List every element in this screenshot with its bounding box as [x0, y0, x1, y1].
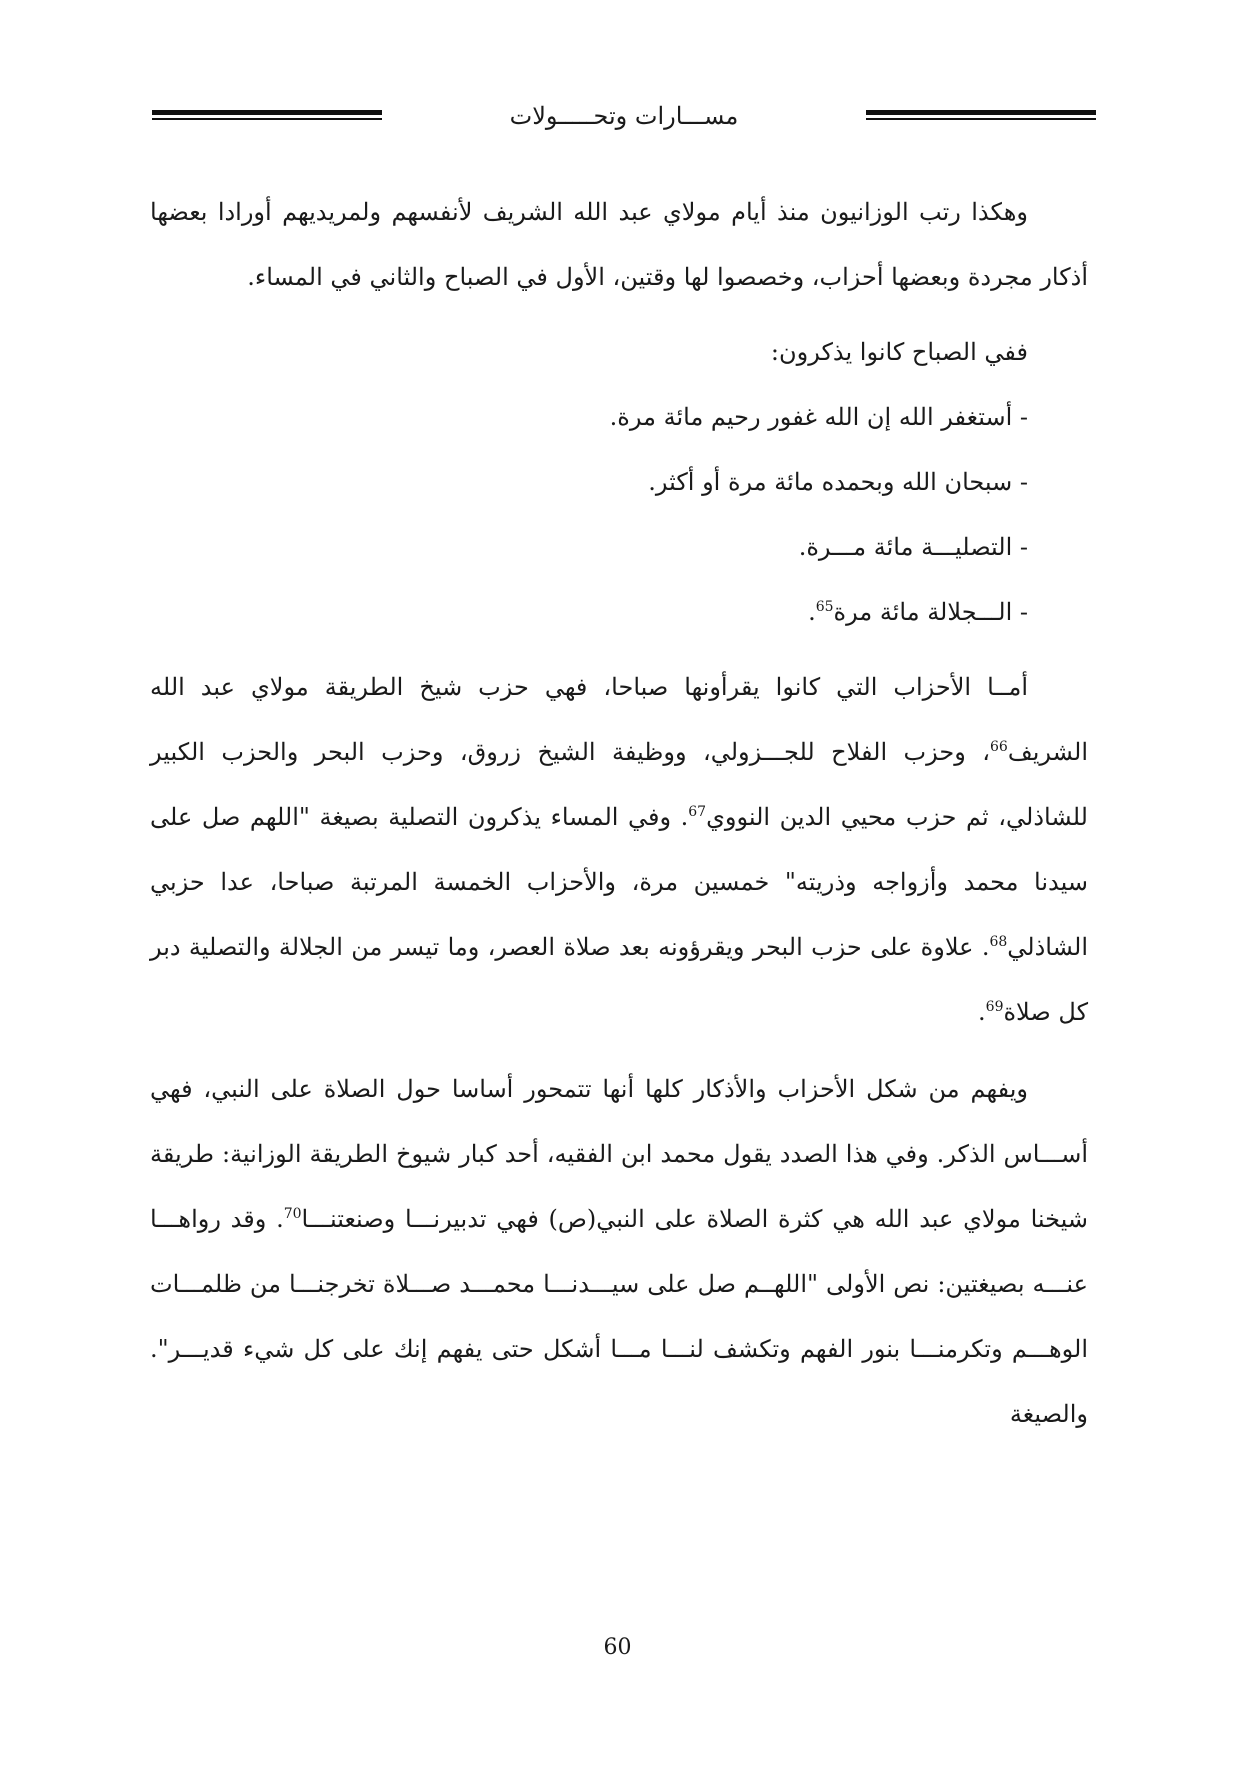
- morning-intro: ففي الصباح كانوا يذكرون:: [770, 338, 1028, 366]
- paragraph-3-text: . وقد رواهـــا عنـــه بصيغتين: نص الأولى "اللهــم صل على سيـــدنـــا محمـــد صـــلاة تخرجنـــا من ظلمـــات الوهـــم وتكرمنـــا بنور الفهم وتكشف لنـــا مـــا أشكل حتى يفهم إنك على كل شيء قديـــر". والصيغة: [150, 1205, 1088, 1428]
- paragraph-2: [150, 655, 1088, 1045]
- footnote-ref-68: 68: [989, 934, 1008, 950]
- footnote-ref-70: 70: [283, 1206, 302, 1222]
- paragraph-2-text: . وفي المساء يذكرون التصلية بصيغة "اللهم صل على سيدنا محمد وأزواجه وذريته" خمسين مرة، والأحزاب الخمسة المرتبة صباحا، عدا حزبي الشاذلي: [150, 803, 1088, 961]
- footnote-ref-67: 67: [688, 804, 707, 820]
- header-rule-right: [866, 110, 1096, 122]
- footnote-ref-69: 69: [985, 999, 1004, 1015]
- footnote-ref-66: 66: [990, 739, 1008, 755]
- dhikr-list: [150, 385, 1088, 645]
- paragraph-2-text: ، وحزب الفلاح للجـــزولي، ووظيفة الشيخ زروق، وحزب البحر والحزب الكبير للشاذلي، ثم حزب محيي الدين النووي: [150, 738, 1088, 831]
- header-rule-left: [152, 110, 382, 122]
- paragraph-2-text: .: [978, 998, 986, 1026]
- footnote-ref-65: 65: [815, 599, 834, 615]
- paragraph-3: [150, 1057, 1088, 1447]
- list-item: - سبحان الله وبحمده مائة مرة أو أكثر.: [648, 468, 1028, 496]
- list-item: - الـــجلالة مائة مرة$^{65}$.: [808, 598, 1028, 626]
- running-title: مســـارات وتحـــــولات: [509, 102, 739, 130]
- list-item: - أستغفر الله إن الله غفور رحيم مائة مرة.: [609, 403, 1028, 431]
- paragraph-3-text: ويفهم من شكل الأحزاب والأذكار كلها أنها تتمحور أساسا حول الصلاة على النبي، فهي أســـاس الذكر. وفي هذا الصدد يقول محمد ابن الفقيه، أحد كبار شيوخ الطريقة الوزانية: طريقة شيخنا مولاي عبد الله هي كثرة الصلاة على النبي(ص) فهي تدبيرنـــا وصنعتنـــا: [150, 1075, 1088, 1233]
- paragraph-2-text: . علاوة على حزب البحر ويقرؤونه بعد صلاة العصر، وما تيسر من الجلالة والتصلية دبر كل صلاة: [150, 933, 1088, 1026]
- paragraph-2-text: أمــا الأحزاب التي كانوا يقرأونها صباحا، فهي حزب شيخ الطريقة مولاي عبد الله الشريف: [150, 673, 1088, 766]
- list-item-text: - الـــجلالة مائة مرة: [833, 598, 1028, 626]
- paragraph-1: وهكذا رتب الوزانيون منذ أيام مولاي عبد الله الشريف لأنفسهم ولمريديهم أورادا بعضها أذكار مجردة وبعضها أحزاب، وخصصوا لها وقتين، الأول في الصباح والثاني في المساء.: [150, 198, 1088, 291]
- list-item: - التصليـــة مائة مـــرة.: [798, 533, 1028, 561]
- page-number: 60: [603, 1635, 632, 1660]
- body-text: [150, 180, 1088, 1447]
- running-header: [152, 100, 1096, 134]
